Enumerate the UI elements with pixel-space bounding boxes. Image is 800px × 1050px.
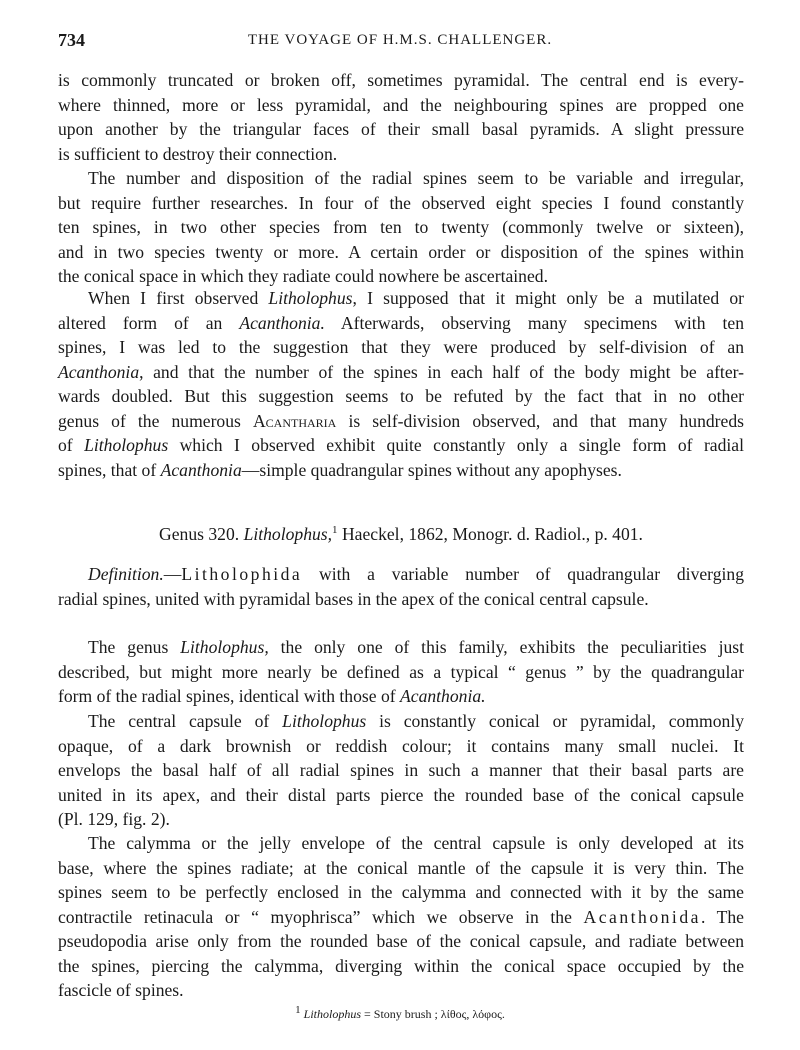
text-line: spines, that of Acanthonia—simple quadrangular spines without any apophyses. [58, 459, 622, 480]
text-line: altered form of an Acanthonia. Afterwards, observing many specimens with ten [58, 312, 744, 333]
footnote-ref: 1 [332, 524, 338, 537]
text-line: (Pl. 129, fig. 2). [58, 809, 170, 829]
genus-heading: Genus 320. Litholophus,$^1$ Haeckel, 1862, Monogr. d. Radiol., p. 401. [159, 524, 643, 544]
paragraph-truncated-spines [58, 68, 744, 166]
text-line: spines, I was led to the suggestion that they were produced by self-division of an [58, 337, 744, 357]
footnote [0, 1004, 800, 1022]
running-title: THE VOYAGE OF H.M.S. CHALLENGER. [247, 32, 553, 48]
paragraph-spine-number [58, 166, 744, 289]
text-line: pseudopodia arise only from the rounded base of the conical capsule, and radiate between [58, 931, 744, 951]
definition-label: Definition. [88, 564, 164, 584]
page-number: 734 [58, 30, 85, 50]
text-line: described, but might more nearly be defined as a typical “ genus ” by the quadrangular [58, 661, 744, 682]
paragraph-self-division [58, 286, 744, 482]
text-line: The central capsule of Litholophus is constantly conical or pyramidal, commonly [88, 711, 744, 731]
text-line: the conical space in which they radiate could nowhere be ascertained. [58, 266, 548, 286]
text-line: The genus Litholophus, the only one of this family, exhibits the peculiarities just [88, 637, 744, 657]
footnote-mark: 1 [295, 1004, 301, 1016]
text-line: united in its apex, and their distal parts pierce the rounded base of the conical capsule [58, 784, 744, 805]
text-line: where thinned, more or less pyramidal, and the neighbouring spines are propped one [58, 94, 744, 115]
paragraph-central-capsule [58, 709, 744, 832]
paragraph-calymma [58, 831, 744, 1003]
text-line: contractile retinacula or “ myophrisca” which we observe in the Acanthonida. The [58, 906, 744, 927]
text-line: Acanthonia, and that the number of the spines in each half of the body might be after- [58, 361, 744, 382]
text-line: wards doubled. But this suggestion seems to be refuted by the fact that in no other [58, 386, 744, 406]
taxon-name: Litholophida [181, 564, 303, 584]
text-line: The number and disposition of the radial spines seem to be variable and irregular, [88, 168, 744, 188]
text-line: opaque, of a dark brownish or reddish colour; it contains many small nuclei. It [58, 735, 744, 756]
text-line: upon another by the triangular faces of their small basal pyramids. A slight pressure [58, 119, 744, 139]
text-line: the spines, piercing the calymma, diverging within the conical space occupied by the [58, 955, 744, 976]
text-line: ten spines, in two other species from ten to twenty (commonly twelve or sixteen), [58, 217, 744, 237]
text-line: base, where the spines radiate; at the conical mantle of the capsule it is very thin. The [58, 857, 744, 878]
text-line: envelops the basal half of all radial spines in such a manner that their basal parts are [58, 760, 744, 780]
text-line: form of the radial spines, identical with those of Acanthonia. [58, 686, 486, 706]
text-line: The calymma or the jelly envelope of the central capsule is only developed at its [88, 833, 744, 853]
text-line: radial spines, united with pyramidal bases in the apex of the conical central capsule. [58, 588, 649, 609]
footnote-text: = Stony brush ; λίθος, λόφος. [361, 1007, 505, 1021]
text-line: spines seem to be perfectly enclosed in the calymma and connected with it by the same [58, 882, 744, 902]
text-line: When I first observed Litholophus, I supposed that it might only be a mutilated or [88, 288, 744, 308]
text-line: fascicle of spines. [58, 980, 184, 1000]
text-line: of Litholophus which I observed exhibit quite constantly only a single form of radial [58, 435, 745, 455]
paragraph-genus [58, 635, 744, 709]
text-line: is commonly truncated or broken off, sometimes pyramidal. The central end is every- [58, 70, 744, 90]
text-line: genus of the numerous Acantharia is self-division observed, and that many hundreds [58, 410, 744, 431]
text-line: is sufficient to destroy their connection. [58, 143, 338, 164]
text-line: Definition.—Litholophida with a variable number of quadrangular diverging [88, 564, 744, 584]
footnote-term: Litholophus [303, 1007, 362, 1021]
page-header [58, 30, 742, 54]
definition-paragraph [58, 562, 744, 611]
text-line: and in two species twenty or more. A certain order or disposition of the spines within [58, 241, 744, 262]
text-line: but require further researches. In four of the observed eight species I found constantly [58, 192, 744, 213]
